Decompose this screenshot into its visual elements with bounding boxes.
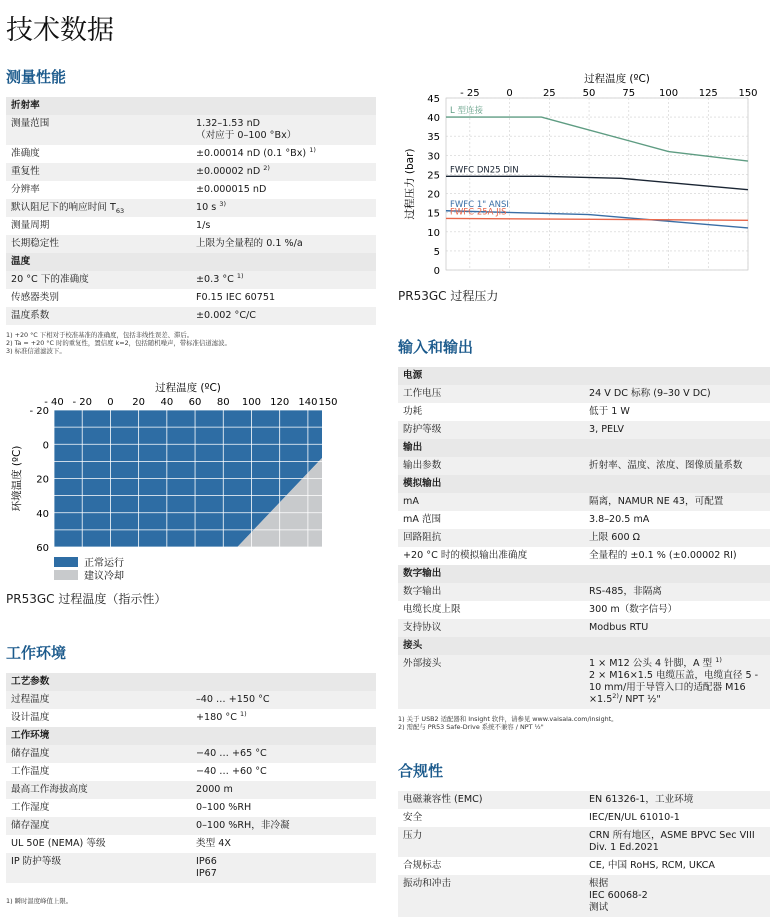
table-row [6,691,376,709]
row-value [191,145,376,163]
io-table [398,367,770,709]
temp-chart-xtick: 20 [132,397,145,408]
table-row [398,655,770,709]
row-value [191,217,376,235]
table-row [6,853,376,883]
footnote-ref: 2) [263,163,270,172]
pressure-chart-ytick: 40 [427,113,440,125]
footnote-ref: 1) [239,709,247,718]
value-line: 1.32–1.53 nD [196,118,261,129]
row-value [191,853,376,883]
table-row [398,385,770,403]
row-label: 最高工作海拔高度 [6,781,191,799]
row-label: 工作湿度 [6,799,191,817]
table-row [6,763,376,781]
temp-legend-swatch [54,570,78,580]
environment-title: 工作环境 [6,644,67,662]
pressure-chart [398,62,770,277]
row-label: 支持协议 [398,619,584,637]
value-line: 上限为全量程的 0.1 %/a [196,238,303,249]
table-row [6,817,376,835]
value-line: –40 … +150 °C [196,694,270,705]
row-label: 输出参数 [398,457,584,475]
value-line: RS-485，非隔离 [589,586,662,597]
temp-chart-xtick: 150 [318,397,338,408]
table-row [6,145,376,163]
value-line: −40 … +60 °C [196,766,267,777]
table-row [398,601,770,619]
value-line: ±0.000015 nD [196,184,267,195]
pressure-chart-ytick: 0 [433,266,440,277]
pressure-chart-xtick: 75 [622,88,636,99]
footnote-ref: 1) [236,271,244,280]
value-line: 2 × M16×1.5 电缆压盖，电缆直径 5 - 10 mm/用于导管入口的适配器 $M16 \times 1.5^{2)}/$ NPT ½" [589,670,759,705]
value-line: Modbus RTU [589,622,649,633]
value-line: 2000 m [196,784,233,795]
row-label: 设计温度 [6,709,191,727]
table-row [398,547,770,565]
value-line: 全量程的 ±0.1 % (±0.00002 RI) [589,550,737,561]
row-value [584,421,770,439]
table-row [398,511,770,529]
footnote: 2) 需配与 PR53 Safe-Drive 系统不兼容 / NPT ½" [398,723,544,731]
measurement-title: 测量性能 [6,68,67,86]
pressure-chart-ylabel: 过程压力 (bar) [404,148,416,220]
table-row [398,457,770,475]
table-row [6,181,376,199]
table-row [398,583,770,601]
table-group-row [398,367,770,385]
row-value [191,745,376,763]
value-line: CE, 中国 RoHS, RCM, UKCA [589,860,715,871]
temp-chart-ytick: 40 [36,508,49,520]
row-value [191,817,376,835]
left-column [6,62,376,905]
temp-legend-swatch [54,557,78,567]
pressure-chart-xtick: 100 [658,88,679,99]
value-line: IP67 [196,868,217,879]
footnote: 2) Ta = +20 °C 时的重复性，置信度 k=2，包括随机噪声，带标准信道滤波。 [6,339,231,347]
table-group-row [398,475,770,493]
table-row [6,781,376,799]
pressure-chart-ytick: 35 [427,132,440,144]
measurement-notes [6,331,376,355]
row-label: 长期稳定性 [6,235,191,253]
row-label: 储存温度 [6,745,191,763]
row-value [584,511,770,529]
table-row [6,709,376,727]
row-value [584,601,770,619]
pressure-series-label: L 型连接 [450,106,483,117]
table-row [6,115,376,145]
table-row [398,791,770,809]
row-label: mA 范围 [398,511,584,529]
table-row [398,421,770,439]
row-value [191,235,376,253]
value-line: IEC 60068-2 [589,890,648,901]
temp-chart-xtick: - 20 [72,397,92,408]
pressure-chart-xtick: 0 [506,88,513,99]
temp-chart-ytick: 60 [36,543,49,554]
row-value [584,403,770,421]
value-line: 根据 [589,878,609,889]
pressure-chart-ytick: 5 [433,246,440,258]
row-value [584,493,770,511]
row-label: 温度系数 [6,307,191,325]
row-label: 测量范围 [6,115,191,145]
row-label: UL 50E (NEMA) 等级 [6,835,191,853]
table-group-row [6,253,376,271]
row-value [191,763,376,781]
value-line: 折射率、温度、浓度、图像质量系数 [589,460,743,471]
row-value [584,457,770,475]
value-line: +180 °C $^{1)}$ [196,709,247,723]
row-value [191,181,376,199]
row-label: 20 °C 下的准确度 [6,271,191,289]
temp-legend-label: 正常运行 [84,558,124,569]
group-label: 工作环境 [6,727,376,745]
io-notes [398,715,770,731]
value-line: IEC/EN/UL 61010-1 [589,812,680,823]
group-label: 折射率 [6,97,376,115]
table-row [398,619,770,637]
row-label: 传感器类别 [6,289,191,307]
temp-chart-ytick: - 20 [29,406,49,417]
row-label: 防护等级 [398,421,584,439]
value-line: 类型 4X [196,838,231,849]
table-row [6,745,376,763]
value-line: 0–100 %RH，非冷凝 [196,820,290,831]
row-value [584,385,770,403]
temp-chart-xtick: 120 [270,397,290,408]
row-label: 重复性 [6,163,191,181]
row-value [584,809,770,827]
temp-chart-xtick: 140 [298,397,318,408]
row-value [584,791,770,809]
io-title: 输入和输出 [398,338,474,356]
row-value [584,529,770,547]
table-row [6,217,376,235]
group-label: 工艺参数 [6,673,376,691]
table-group-row [398,439,770,457]
temp-chart-xtick: 100 [241,397,262,408]
table-row [398,403,770,421]
group-label: 温度 [6,253,376,271]
table-row [398,875,770,917]
row-label: 分辨率 [6,181,191,199]
table-row [6,835,376,853]
table-group-row [6,673,376,691]
row-value [584,655,770,709]
value-line: 测试 [589,902,609,913]
row-value [191,163,376,181]
footnote-ref: 2) [612,691,619,700]
table-group-row [6,97,376,115]
row-value [584,875,770,917]
group-label: 数字输出 [398,565,770,583]
value-line: F0.15 IEC 60751 [196,292,276,303]
pressure-chart-caption: PR53GC 过程压力 [398,289,499,303]
pressure-chart-ytick: 20 [427,189,440,201]
measurement-table [6,97,376,325]
pressure-chart-xtick: 150 [738,88,758,99]
value-line: ±0.002 °C/C [196,310,256,321]
temp-plot-group [10,381,338,582]
table-row [6,235,376,253]
label-subscript: 63 [115,206,125,215]
value-line: 3, PELV [589,424,624,435]
value-line: −40 … +65 °C [196,748,267,759]
table-row [398,493,770,511]
row-label: 默认阻尼下的响应时间 $T_{63}$ [6,199,191,217]
row-label: 安全 [398,809,584,827]
row-label: 储存湿度 [6,817,191,835]
value-line: ±0.00002 nD $^{2)}$ [196,163,270,177]
temp-chart-xtick: 0 [107,397,114,408]
footnote-ref: 3) [219,199,226,208]
temp-chart-xlabel: 过程温度 (ºC) [155,382,221,394]
row-value [191,799,376,817]
row-label: 振动和冲击 [398,875,584,917]
pressure-series-label: FWFC 1" ANSI [450,199,509,210]
footnote: 1) +20 °C 下相对于校准基准的准确度，包括非线性误差、滞后。 [6,331,194,339]
io-section [398,332,770,731]
footnote: 1) 关于 USB2 适配器和 Insight 软件，请参见 www.vaisala.com/insight。 [398,715,618,723]
value-line: 隔离，NAMUR NE 43，可配置 [589,496,724,507]
row-value [584,857,770,875]
compliance-table [398,791,770,917]
group-label: 输出 [398,439,770,457]
row-label: 功耗 [398,403,584,421]
pressure-plot-area [446,98,748,270]
value-line: （对应于 0–100 °Bx） [196,130,297,141]
row-value [191,835,376,853]
environment-table [6,673,376,883]
pressure-chart-ytick: 10 [427,227,440,239]
environment-notes [6,897,376,905]
row-value [191,271,376,289]
group-label: 电源 [398,367,770,385]
pressure-chart-ytick: 25 [427,170,440,182]
row-value [584,583,770,601]
value-line: 1/s [196,220,211,231]
table-group-row [398,565,770,583]
pressure-chart-xlabel: 过程温度 (ºC) [584,73,650,85]
row-label: 过程温度 [6,691,191,709]
page-title: 技术数据 [6,15,114,46]
row-value [191,115,376,145]
row-label: 工作温度 [6,763,191,781]
pressure-chart-xtick: - 25 [460,88,480,99]
temp-chart-xtick: 60 [188,397,202,408]
row-label: +20 °C 时的模拟输出准确度 [398,547,584,565]
group-label: 接头 [398,637,770,655]
value-line: 0–100 %RH [196,802,252,813]
table-row [398,857,770,875]
group-label: 模拟输出 [398,475,770,493]
row-label: 压力 [398,827,584,857]
table-row [6,799,376,817]
temp-chart-caption: PR53GC 过程温度（指示性） [6,592,167,606]
row-value [191,691,376,709]
temp-chart-container [6,374,376,607]
table-row [6,163,376,181]
pressure-series-label: FWFC 25A JIS [450,207,507,218]
value-line: 300 m（数字信号） [589,604,678,615]
temp-chart-xtick: 40 [160,397,174,408]
pressure-chart-ytick: 45 [427,94,440,105]
value-line: EN 61326-1，工业环境 [589,794,694,805]
pressure-series-label: FWFC DN25 DIN [450,165,519,176]
temp-chart [6,374,351,584]
table-group-row [398,637,770,655]
table-row [398,809,770,827]
temp-chart-ytick: 20 [36,474,49,486]
footnote: 3) 标准信道滤波下。 [6,347,66,355]
compliance-section [398,756,770,917]
value-line: 10 s $^{3)}$ [196,199,226,213]
value-line: 1 × M12 公头 4 针脚，A 型 $^{1)}$ [589,655,722,669]
temp-chart-xtick: 80 [216,397,230,408]
value-line: IP66 [196,856,217,867]
row-label: 数字输出 [398,583,584,601]
pressure-chart-xtick: 25 [542,88,556,99]
value-line: 低于 1 W [589,406,630,417]
row-value [191,709,376,727]
table-row [6,289,376,307]
row-label: mA [398,493,584,511]
row-value [191,307,376,325]
table-group-row [6,727,376,745]
temp-chart-ytick: 0 [42,440,49,452]
row-label: 测量周期 [6,217,191,235]
pressure-chart-container [398,62,770,304]
value-line: CRN 所有地区，ASME BPVC Sec VIII Div. 1 Ed.2021 [589,830,755,853]
row-value [584,827,770,857]
pressure-chart-xtick: 125 [698,88,718,99]
row-value [191,199,376,217]
row-value [584,547,770,565]
value-line: 上限 600 Ω [589,532,640,543]
value-line: ±0.3 °C $^{1)}$ [196,271,244,285]
row-label: 准确度 [6,145,191,163]
pressure-chart-ytick: 15 [427,208,440,220]
pressure-chart-ytick: 30 [427,151,440,163]
value-line: 24 V DC 标称 (9–30 V DC) [589,388,711,399]
value-line: ±0.00014 nD (0.1 °Bx) $^{1)}$ [196,145,316,159]
table-row [6,307,376,325]
row-label: IP 防护等级 [6,853,191,883]
footnote-ref: 1) [309,145,316,154]
temp-legend-label: 建议冷却 [84,571,124,582]
row-value [191,781,376,799]
temp-chart-xtick: - 40 [44,397,64,408]
footnote-ref: 1) [715,655,722,664]
row-value [191,289,376,307]
table-row [398,827,770,857]
temp-chart-ylabel: 环境温度 (ºC) [11,445,23,512]
row-label: 电磁兼容性 (EMC) [398,791,584,809]
table-row [398,529,770,547]
row-label: 外部接头 [398,655,584,709]
environment-section [6,638,376,905]
footnote: 1) 瞬时温度峰值上限。 [6,897,73,905]
row-label: 回路阻抗 [398,529,584,547]
table-row [6,271,376,289]
row-label: 合规标志 [398,857,584,875]
pressure-chart-xtick: 50 [582,88,596,99]
row-value [584,619,770,637]
table-row [6,199,376,217]
row-label: 电缆长度上限 [398,601,584,619]
row-label: 工作电压 [398,385,584,403]
value-line: 3.8–20.5 mA [589,514,650,525]
compliance-title: 合规性 [398,762,444,780]
